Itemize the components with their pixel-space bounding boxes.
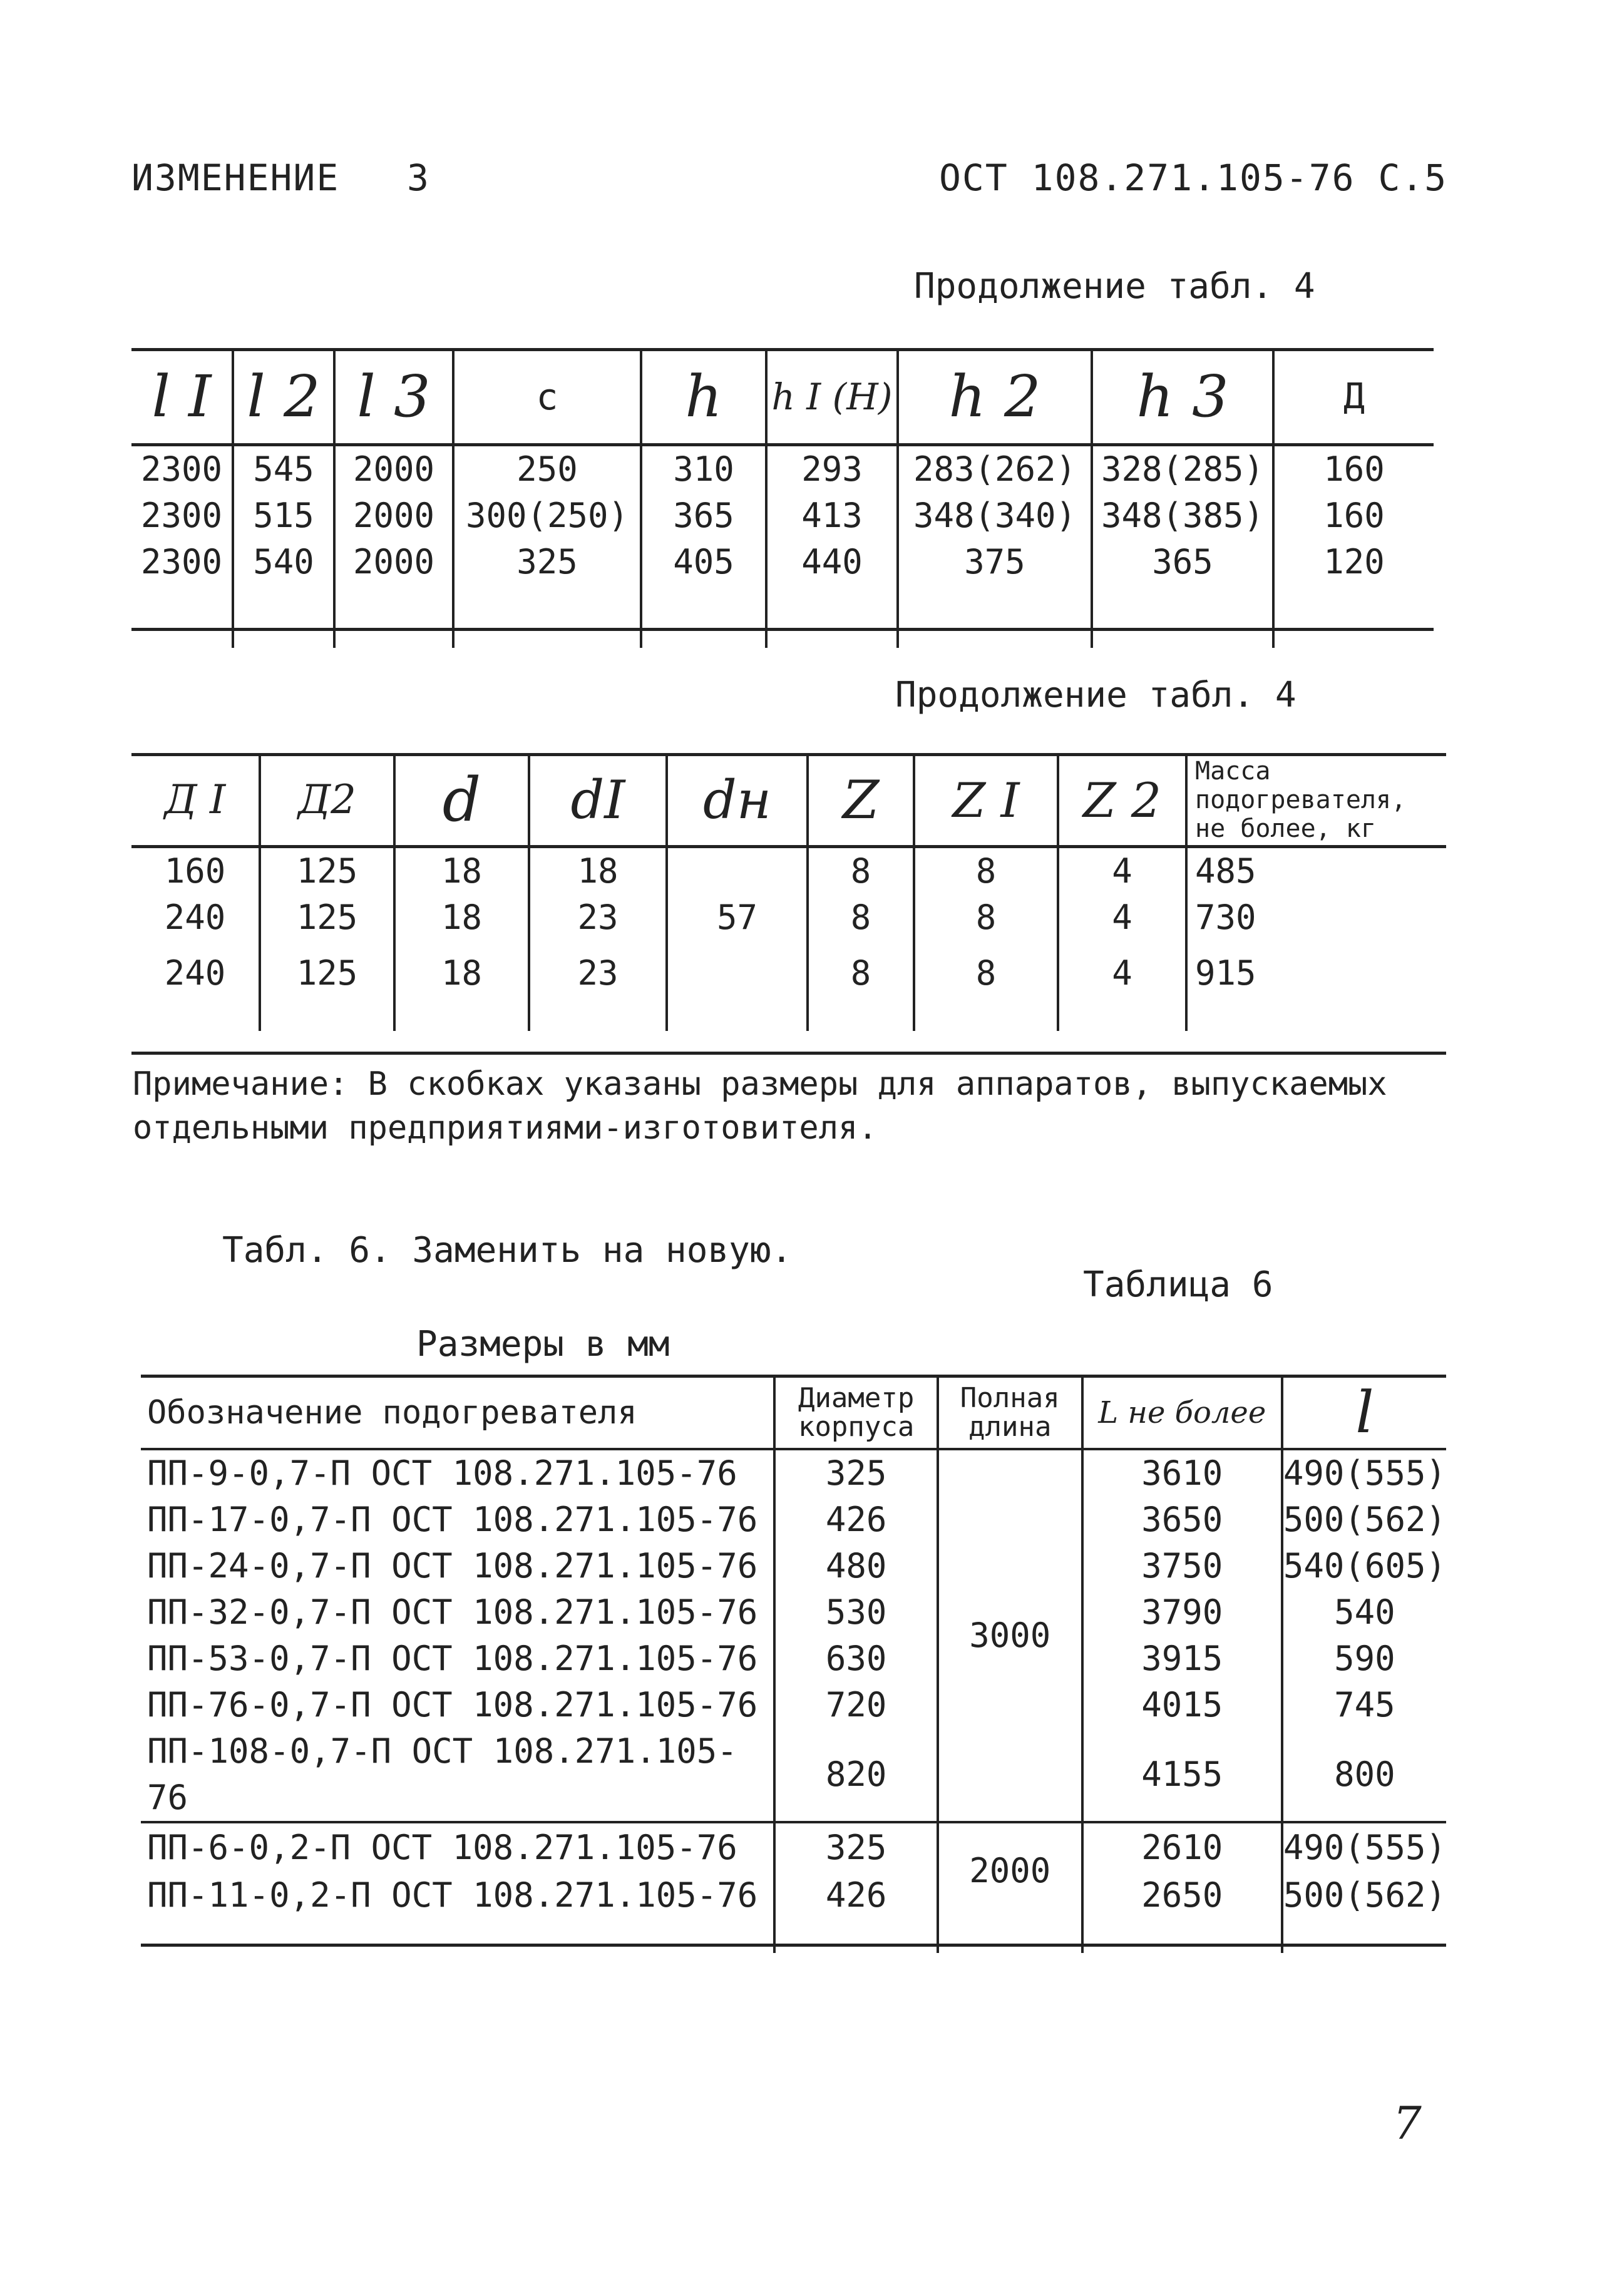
table-cell: 4 bbox=[1058, 894, 1186, 941]
header-small-d1: dI bbox=[529, 756, 667, 846]
table-cell: 375 bbox=[898, 539, 1092, 585]
table-cell: 18 bbox=[394, 941, 529, 1006]
header-h1: h I (H) bbox=[766, 351, 898, 444]
header-h2: h 2 bbox=[898, 351, 1092, 444]
table-cell: 530 bbox=[774, 1589, 938, 1636]
table-cell: 2000 bbox=[334, 444, 453, 493]
table-cell: 328(285) bbox=[1092, 444, 1273, 493]
change-number: 3 bbox=[407, 156, 430, 199]
note-line-1: Примечание: В скобках указаны размеры для аппаратов, выпускаемых bbox=[133, 1065, 1387, 1103]
table-cell: 426 bbox=[774, 1497, 938, 1543]
table6 bbox=[141, 1377, 1446, 1953]
header-l: l bbox=[1355, 1379, 1374, 1446]
table-cell: 325 bbox=[453, 539, 641, 585]
table-cell: 500(562) bbox=[1283, 1500, 1446, 1539]
table4b-caption: Продолжение табл. 4 bbox=[895, 675, 1296, 715]
table-cell: 480 bbox=[774, 1543, 938, 1589]
table-cell: 8 bbox=[808, 894, 914, 941]
table-row-spacer bbox=[131, 585, 1434, 648]
table-row bbox=[131, 941, 1446, 1006]
table-row bbox=[131, 539, 1434, 585]
table-cell: 125 bbox=[260, 941, 394, 1006]
table-row bbox=[131, 444, 1434, 493]
table-cell: ПП-17-0,7-П ОСТ 108.271.105-76 bbox=[141, 1497, 774, 1543]
table-cell: 2300 bbox=[131, 539, 233, 585]
header-dn: dн bbox=[667, 756, 808, 846]
header-d: Д bbox=[1343, 376, 1365, 418]
table-cell: 630 bbox=[774, 1636, 938, 1682]
table-cell: 590 bbox=[1334, 1639, 1395, 1678]
table-cell: 730 bbox=[1195, 897, 1256, 937]
header-designation: Обозначение подогревателя bbox=[141, 1377, 774, 1449]
table-cell: 325 bbox=[774, 1449, 938, 1497]
table-cell: 365 bbox=[641, 493, 766, 539]
header-l3: l 3 bbox=[334, 351, 453, 444]
table-cell: 250 bbox=[453, 444, 641, 493]
table-cell: 310 bbox=[641, 444, 766, 493]
table-cell: 490(555) bbox=[1283, 1828, 1446, 1867]
table-cell: 3790 bbox=[1082, 1589, 1282, 1636]
table-cell: 2650 bbox=[1082, 1872, 1282, 1919]
table-cell: 240 bbox=[131, 941, 260, 1006]
table4b-bottom-rule bbox=[131, 1052, 1446, 1055]
document-code: ОСТ 108.271.105-76 С.5 bbox=[939, 156, 1448, 199]
table-cell: 160 bbox=[131, 846, 260, 894]
table-cell: 125 bbox=[260, 894, 394, 941]
table-cell: 540 bbox=[1334, 1592, 1395, 1632]
table4a-header-row bbox=[131, 351, 1434, 444]
table-cell: 3750 bbox=[1082, 1543, 1282, 1589]
table-row bbox=[141, 1497, 1446, 1543]
table-cell bbox=[667, 941, 808, 1006]
header-h: h bbox=[641, 351, 766, 444]
table-row bbox=[141, 1449, 1446, 1497]
header-l2: l 2 bbox=[233, 351, 334, 444]
header-full-length: Полная длина bbox=[938, 1377, 1082, 1449]
header-z: Z bbox=[808, 756, 914, 846]
table-cell: 293 bbox=[766, 444, 898, 493]
table-row bbox=[141, 1728, 1446, 1822]
table-cell: 8 bbox=[914, 894, 1058, 941]
table-cell: 2000 bbox=[334, 539, 453, 585]
header-z1: Z I bbox=[914, 756, 1058, 846]
header-diameter: Диаметр корпуса bbox=[774, 1377, 938, 1449]
table4a bbox=[131, 351, 1434, 648]
table-cell: 120 bbox=[1323, 541, 1385, 582]
table-cell: 915 bbox=[1195, 953, 1256, 993]
table-cell: 240 bbox=[131, 894, 260, 941]
table4a-bottom-rule bbox=[131, 628, 1434, 631]
table-cell: 3610 bbox=[1082, 1449, 1282, 1497]
table-cell: 325 bbox=[774, 1822, 938, 1872]
table-cell: 500(562) bbox=[1283, 1875, 1446, 1915]
table-cell: 18 bbox=[394, 846, 529, 894]
table-cell: 365 bbox=[1092, 539, 1273, 585]
table6-units: Размеры в мм bbox=[416, 1324, 670, 1365]
table-cell: ПП-108-0,7-П ОСТ 108.271.105-76 bbox=[141, 1728, 774, 1822]
table-row bbox=[141, 1636, 1446, 1682]
table-row bbox=[141, 1543, 1446, 1589]
table-cell: 160 bbox=[1323, 449, 1385, 489]
table-cell: ПП-53-0,7-П ОСТ 108.271.105-76 bbox=[141, 1636, 774, 1682]
table-cell: 283(262) bbox=[898, 444, 1092, 493]
table-cell: 485 bbox=[1195, 851, 1256, 891]
replace-instruction: Табл. 6. Заменить на новую. bbox=[222, 1230, 793, 1271]
table-cell: 23 bbox=[529, 941, 667, 1006]
table-cell: 4155 bbox=[1082, 1728, 1282, 1822]
table-cell: 800 bbox=[1334, 1755, 1395, 1794]
table-cell: 125 bbox=[260, 846, 394, 894]
table-cell: 8 bbox=[808, 846, 914, 894]
table-cell: 4 bbox=[1058, 846, 1186, 894]
table-row bbox=[131, 894, 1446, 941]
table-cell: 8 bbox=[914, 846, 1058, 894]
table6-header-row bbox=[141, 1377, 1446, 1449]
table-cell: 2300 bbox=[131, 493, 233, 539]
full-length-group2: 2000 bbox=[938, 1822, 1082, 1919]
table-cell: 57 bbox=[667, 894, 808, 941]
table6-title: Таблица 6 bbox=[1083, 1264, 1273, 1305]
table-cell: 2000 bbox=[334, 493, 453, 539]
header-c: с bbox=[453, 351, 641, 444]
change-label: ИЗМЕНЕНИЕ bbox=[131, 156, 340, 199]
table-cell: 18 bbox=[394, 894, 529, 941]
table-row bbox=[141, 1872, 1446, 1919]
table4b bbox=[131, 756, 1446, 1031]
table-cell: 8 bbox=[808, 941, 914, 1006]
page-number: 7 bbox=[1393, 2097, 1422, 2150]
table-cell: ПП-11-0,2-П ОСТ 108.271.105-76 bbox=[141, 1872, 774, 1919]
table-cell: 4015 bbox=[1082, 1682, 1282, 1728]
header-d1: Д I bbox=[131, 756, 260, 846]
table-cell: 545 bbox=[233, 444, 334, 493]
table-row bbox=[141, 1822, 1446, 1872]
table6-bottom-rule bbox=[141, 1944, 1446, 1947]
table-cell: 405 bbox=[641, 539, 766, 585]
table4b-header-row bbox=[131, 756, 1446, 846]
table-cell: 348(385) bbox=[1092, 493, 1273, 539]
table-cell: 2300 bbox=[131, 444, 233, 493]
header-d2: Д2 bbox=[260, 756, 394, 846]
table-cell: 2610 bbox=[1082, 1822, 1282, 1872]
table-cell: 413 bbox=[766, 493, 898, 539]
table-cell: 820 bbox=[774, 1728, 938, 1822]
table-cell: 515 bbox=[233, 493, 334, 539]
header-h3: h 3 bbox=[1092, 351, 1273, 444]
table-cell: ПП-76-0,7-П ОСТ 108.271.105-76 bbox=[141, 1682, 774, 1728]
table-cell: ПП-32-0,7-П ОСТ 108.271.105-76 bbox=[141, 1589, 774, 1636]
table-cell: 440 bbox=[766, 539, 898, 585]
table-row bbox=[141, 1589, 1446, 1636]
table-cell: ПП-24-0,7-П ОСТ 108.271.105-76 bbox=[141, 1543, 774, 1589]
table-cell: 8 bbox=[914, 941, 1058, 1006]
table-cell: 160 bbox=[1323, 495, 1385, 535]
header-l1: l I bbox=[131, 351, 233, 444]
table-cell: 540 bbox=[233, 539, 334, 585]
table-cell: ПП-9-0,7-П ОСТ 108.271.105-76 bbox=[141, 1449, 774, 1497]
table-row-spacer bbox=[141, 1919, 1446, 1953]
table-cell bbox=[667, 846, 808, 894]
full-length-group1: 3000 bbox=[938, 1449, 1082, 1822]
table-cell: 300(250) bbox=[453, 493, 641, 539]
table-cell: 3650 bbox=[1082, 1497, 1282, 1543]
table-cell: 745 bbox=[1334, 1685, 1395, 1725]
table-cell: 3915 bbox=[1082, 1636, 1282, 1682]
note-line-2: отдельными предприятиями-изготовителя. bbox=[133, 1109, 878, 1147]
table-row bbox=[141, 1682, 1446, 1728]
table4a-caption: Продолжение табл. 4 bbox=[914, 266, 1315, 307]
table-row bbox=[131, 493, 1434, 539]
table-cell: ПП-6-0,2-П ОСТ 108.271.105-76 bbox=[141, 1822, 774, 1872]
table-cell: 540(605) bbox=[1283, 1546, 1446, 1586]
table-cell: 720 bbox=[774, 1682, 938, 1728]
table-cell: 18 bbox=[529, 846, 667, 894]
table-cell: 23 bbox=[529, 894, 667, 941]
table-cell: 426 bbox=[774, 1872, 938, 1919]
table-row-spacer bbox=[131, 1006, 1446, 1031]
header-mass: Масса подогревателя, не более, кг bbox=[1195, 757, 1407, 844]
header-z2: Z 2 bbox=[1058, 756, 1186, 846]
table-cell: 348(340) bbox=[898, 493, 1092, 539]
table-cell: 490(555) bbox=[1283, 1453, 1446, 1493]
header-L: L не более bbox=[1082, 1377, 1282, 1449]
table-row bbox=[131, 846, 1446, 894]
header-small-d: d bbox=[394, 756, 529, 846]
table-cell: 4 bbox=[1058, 941, 1186, 1006]
